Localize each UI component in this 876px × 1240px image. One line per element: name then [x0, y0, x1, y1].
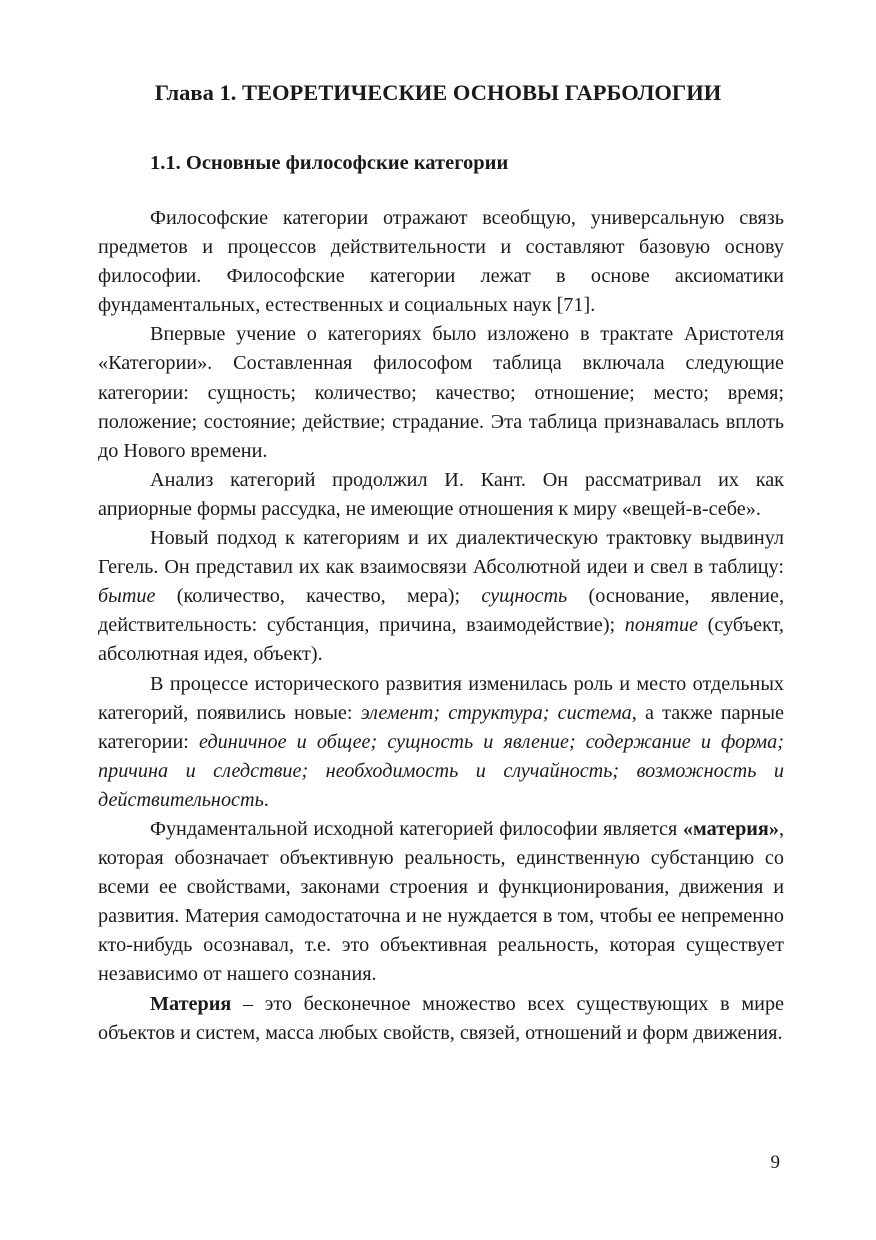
paragraph-4 — [98, 524, 784, 669]
paragraph-6 — [98, 815, 784, 990]
text-run: (субъект, абсолютная идея, объект). — [98, 614, 784, 666]
bold-term: Материя — [150, 992, 232, 1015]
text-run: Фундаментальной исходной категорией философии является — [150, 817, 683, 840]
text-run: . — [263, 788, 269, 811]
italic-term: единичное и общее; сущность и явление; содержание и форма; причина и следствие; необходимость и случайность; возможность и действительность — [98, 730, 785, 811]
bold-term: «материя» — [682, 817, 779, 840]
text-run: В процессе исторического развития изменилась роль и место отдельных категорий, появились новые: — [98, 672, 784, 724]
text-run: (количество, качество, мера); — [155, 585, 482, 608]
italic-term: элемент; структура; система — [360, 701, 632, 724]
italic-term: сущность — [481, 585, 568, 608]
text-run: , а также парные категории: — [98, 701, 784, 753]
italic-term: бытие — [98, 585, 156, 608]
text-run: – это бесконечное множество всех существующих в мире объектов и систем, масса любых свойств, связей, отношений и форм движения. — [98, 992, 784, 1044]
text-run: Новый подход к категориям и их диалектическую трактовку выдвинул Гегель. Он представил их как взаимосвязи Абсолютной идеи и свел в таблицу: — [98, 527, 784, 579]
paragraph-5 — [98, 670, 784, 815]
paragraph-7 — [98, 990, 784, 1048]
page-number: 9 — [770, 1152, 780, 1173]
paragraph-2: Впервые учение о категориях было изложено в трактате Аристотеля «Категории». Составленная философом таблица включала следующие категории: сущность; количество; качество; отношение; место; время; положение; состояние; действие; страдание. Эта таблица признавалась вплоть до Нового времени. — [98, 323, 784, 462]
text-run: , которая обозначает объективную реальность, единственную субстанцию со всеми ее свойствами, законами строения и функционирования, движения и развития. Материя самодостаточна и не нуждается в том, чтобы ее непременно кто-нибудь осознавал, т.е. это объективная реальность, которая существует независимо от нашего сознания. — [98, 817, 784, 986]
paragraph-1: Философские категории отражают всеобщую, универсальную связь предметов и процессов действительности и составляют базовую основу философии. Философские категории лежат в основе аксиоматики фундаментальных, естественных и социальных наук [71]. — [98, 207, 784, 317]
section-title: 1.1. Основные философские категории — [150, 152, 509, 174]
italic-term: понятие — [624, 614, 699, 637]
text-run: (основание, явление, действительность: субстанция, причина, взаимодействие); — [98, 585, 784, 637]
paragraph-3: Анализ категорий продолжил И. Кант. Он рассматривал их как априорные формы рассудка, не имеющие отношения к миру «вещей-в-себе». — [98, 468, 784, 520]
body-text — [98, 204, 784, 1048]
chapter-title: Глава 1. ТЕОРЕТИЧЕСКИЕ ОСНОВЫ ГАРБОЛОГИИ — [154, 80, 722, 105]
